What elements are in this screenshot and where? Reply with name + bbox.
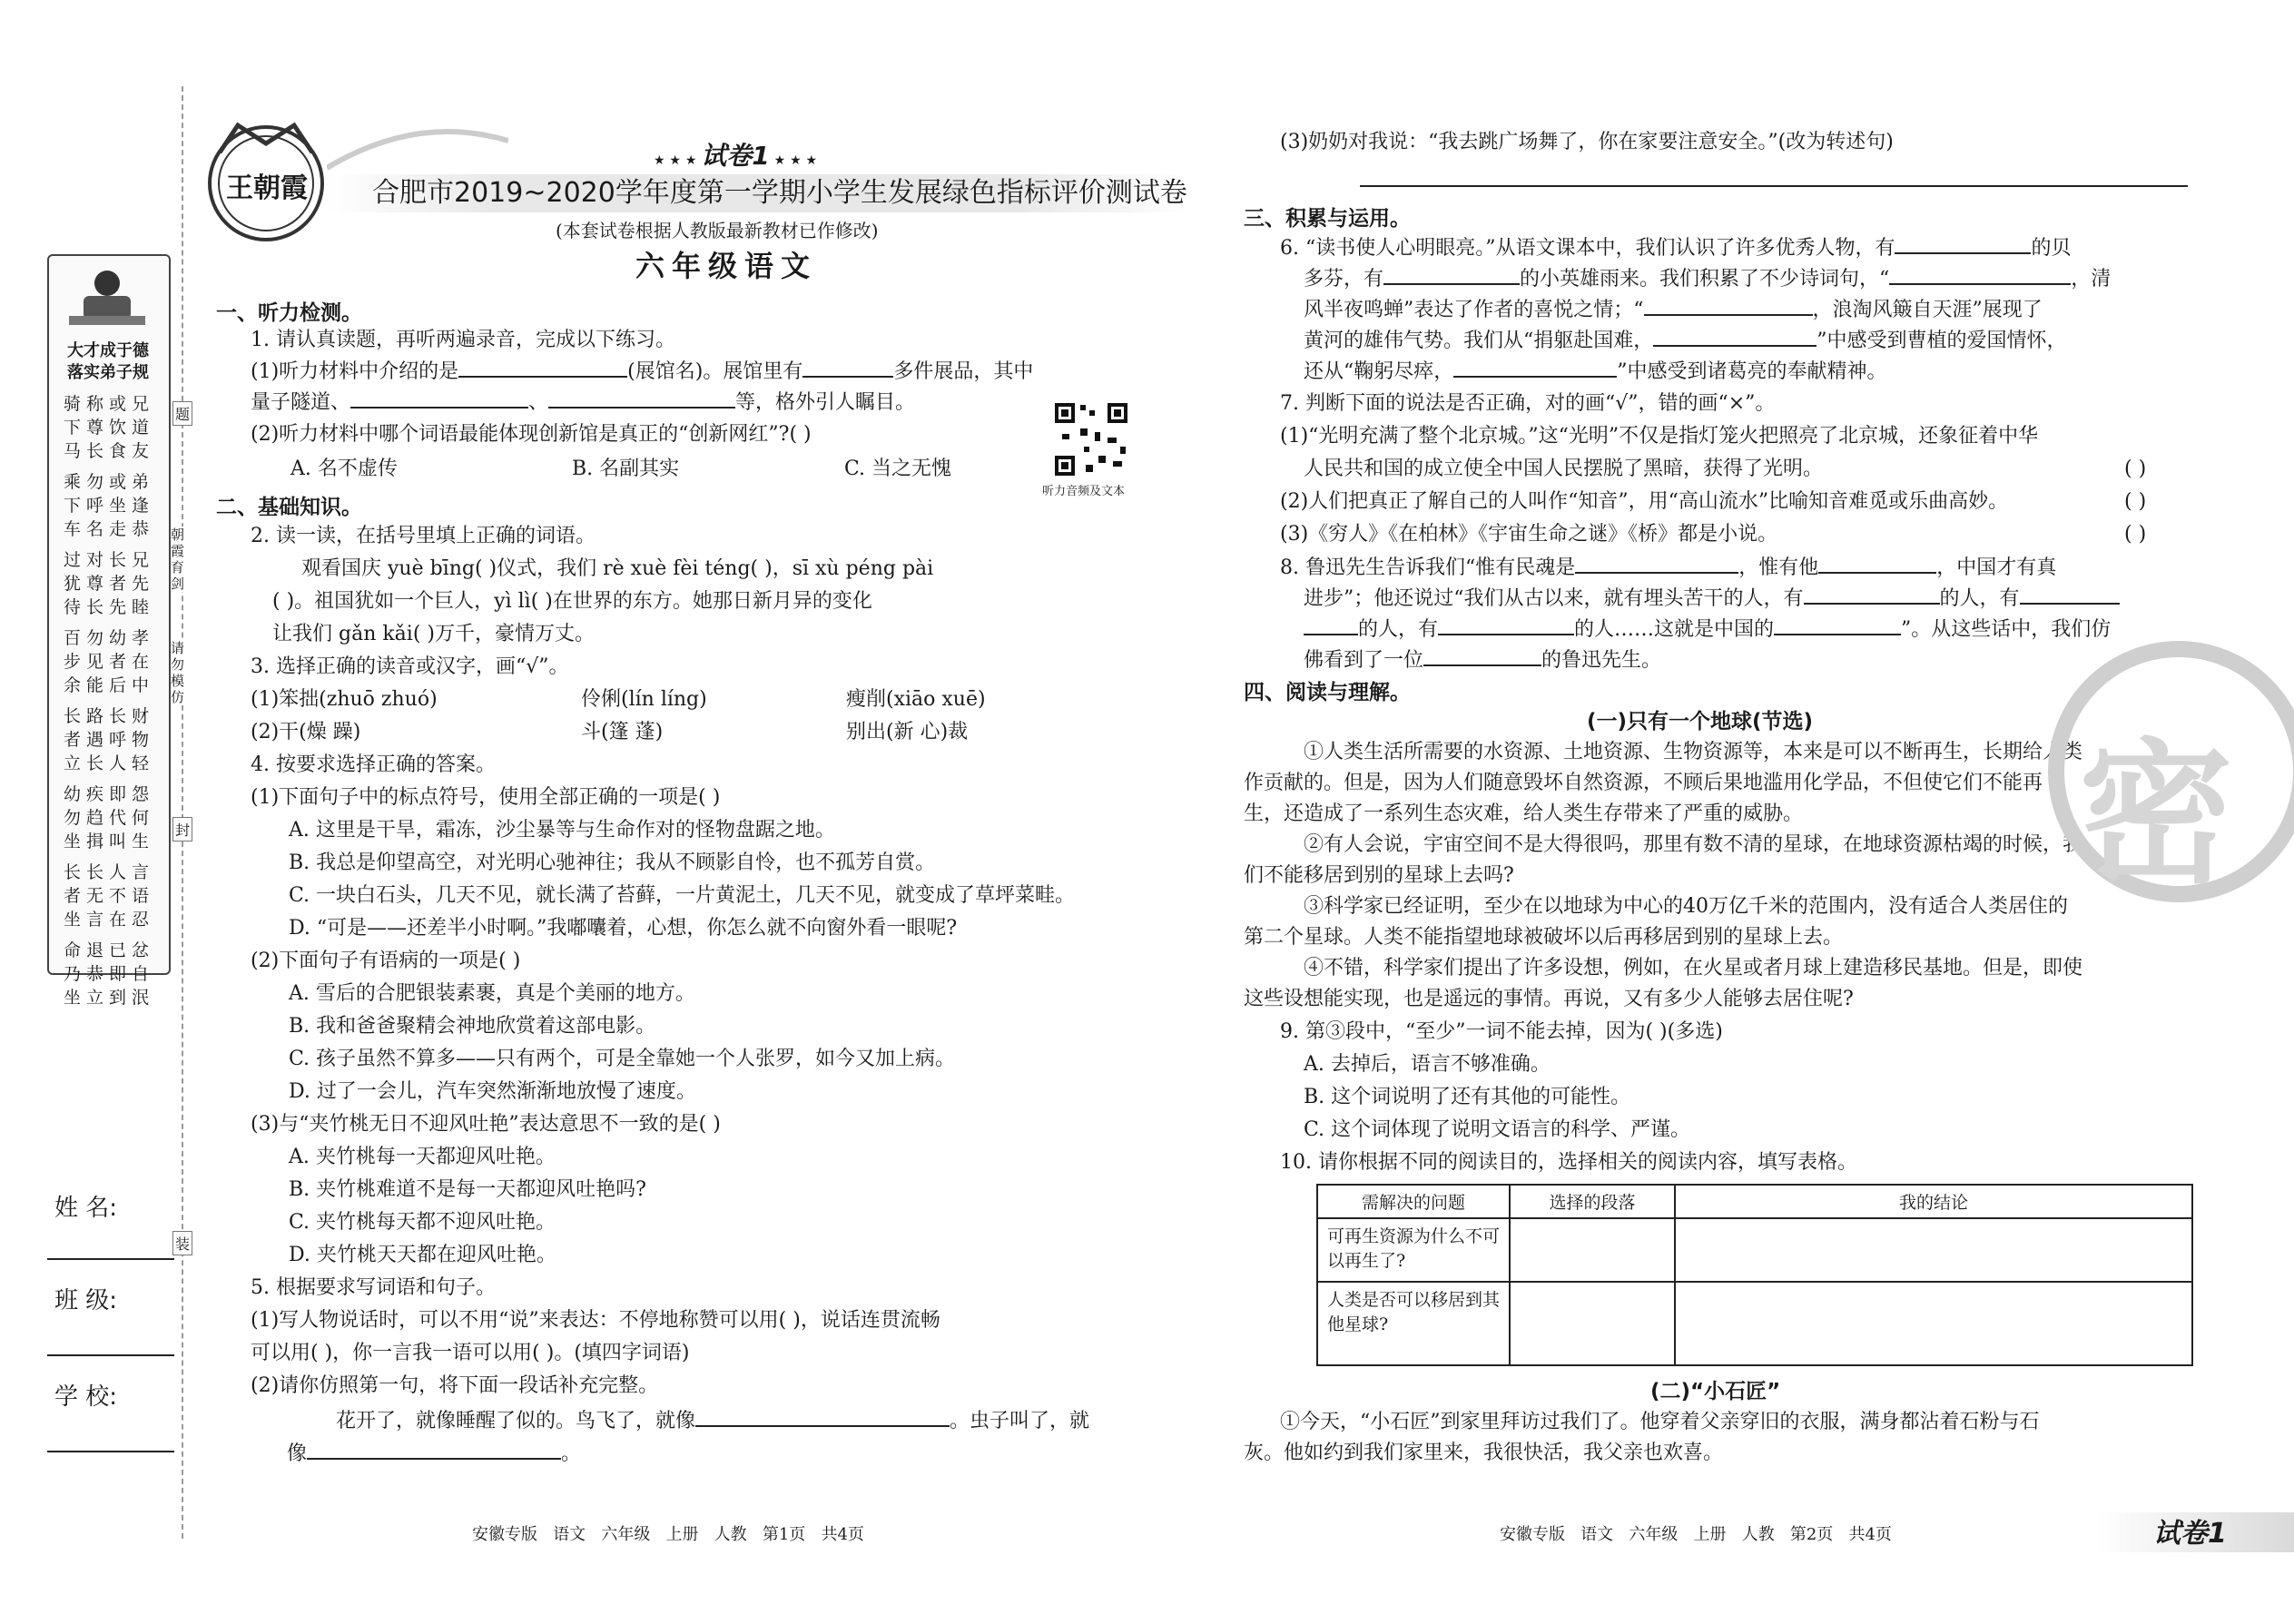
reading1-para3-line2: 第二个星球。人类不能指望地球被破坏以后再移居到别的星球上去。 (1244, 926, 1844, 949)
sidebar-verse-line: 马长食友 (63, 441, 154, 461)
q4-1-option-a[interactable]: A. 这里是干旱，霜冻，沙尘暴等与生命作对的怪物盘踞之地。 (289, 819, 835, 842)
table-cell-input[interactable] (1510, 1282, 1675, 1365)
q9-option-b[interactable]: B. 这个词说明了还有其他的可能性。 (1304, 1086, 1631, 1108)
qr-caption: 听力音频及文本 (1042, 485, 1126, 498)
q5-2-stem: (2)请你仿照第一句，将下面一段话补充完整。 (251, 1374, 659, 1397)
exam-note: (本套试卷根据人教版最新教材已作修改) (556, 220, 879, 241)
q7-1-paren[interactable]: ( ) (2124, 458, 2147, 480)
q6-line4: 黄河的雄伟气势。我们从“捐躯赴国难， ”中感受到曹植的爱国情怀， (1304, 325, 2067, 357)
q4-3-stem: (3)与“夹竹桃无日不迎风吐艳”表达意思不一致的是( ) (251, 1113, 721, 1136)
sidebar-verse-line: 者遇呼物 (63, 730, 154, 750)
q4-3-option-b[interactable]: B. 夹竹桃难道不是每一天都迎风吐艳吗? (289, 1178, 646, 1201)
table-cell-input[interactable] (1675, 1282, 2192, 1365)
q6-line2: 多芬，有 的小英雄雨来。我们积累了不少诗词句，“ ，清 (1304, 263, 2111, 295)
answer-blank[interactable] (1774, 614, 1901, 635)
reading1-para1-line1: ①人类生活所需要的水资源、土地资源、生物资源等，本来是可以不断再生，长期给人类 (1304, 741, 2083, 763)
answer-blank[interactable] (1895, 232, 2031, 254)
table-cell: 人类是否可以移居到其他星球? (1317, 1282, 1510, 1365)
field-school-input[interactable] (47, 1451, 174, 1452)
q9-option-c[interactable]: C. 这个词体现了说明文语言的科学、严谨。 (1304, 1118, 1691, 1141)
answer-blank[interactable] (458, 356, 627, 378)
binding-line (182, 86, 183, 1539)
q4-2-stem: (2)下面句子有语病的一项是( ) (251, 950, 521, 972)
q5-3: (3)奶奶对我说：“我去跳广场舞了，你在家要注意安全。”(改为转述句) (1280, 131, 1894, 153)
q4-3-option-a[interactable]: A. 夹竹桃每一天都迎风吐艳。 (289, 1146, 556, 1168)
banner-swoosh (327, 123, 508, 177)
answer-blank[interactable] (548, 387, 735, 408)
section-listening: 一、听力检测。 (216, 301, 362, 325)
table-header: 需解决的问题 (1317, 1185, 1510, 1218)
sidebar-verse-line: 余能后中 (63, 675, 154, 695)
reading1-para4-line1: ④不错，科学家们提出了许多设想，例如，在火星或者月球上建造移民基地。但是，即使 (1304, 957, 2083, 979)
right-footer: 安徽专版 语文 六年级 上册 人教 第2页 共4页 (1500, 1525, 1892, 1544)
sidebar-verse-line: 幼疾即怨 (63, 784, 154, 804)
q7-stem: 7. 判断下面的说法是否正确，对的画“√”，错的画“×”。 (1280, 392, 1776, 415)
q10-stem: 10. 请你根据不同的阅读目的，选择相关的阅读内容，填写表格。 (1280, 1151, 1857, 1174)
q3-1-c[interactable]: 瘦削(xiāo xuē) (846, 688, 986, 711)
reading1-para2-line2: 们不能移居到别的星球上去吗? (1244, 864, 1514, 887)
corner-tag: 试卷1 (2153, 1518, 2227, 1550)
field-school-label: 学 校: (54, 1383, 118, 1411)
answer-table (1316, 1184, 2193, 1366)
q7-1-line2: 人民共和国的成立使全中国人民摆脱了黑暗，获得了光明。 (1304, 458, 1824, 480)
sidebar-verse-line: 待长先睦 (63, 597, 154, 617)
star-icon: ★ ★ ★ (654, 153, 702, 168)
answer-blank[interactable] (1644, 294, 1813, 316)
q9-stem: 9. 第③段中，“至少”一词不能去掉，因为( )(多选) (1280, 1020, 1723, 1043)
sidebar-verse-line: 坐立到泯 (63, 988, 154, 1008)
answer-blank[interactable] (1575, 552, 1738, 574)
q4-3-option-d[interactable]: D. 夹竹桃天天都在迎风吐艳。 (289, 1244, 556, 1266)
section-basic: 二、基础知识。 (216, 496, 362, 519)
margin-label-zhuang: 装 (172, 1231, 192, 1255)
q3-2-c[interactable]: 别出(新 心)裁 (846, 721, 969, 743)
answer-blank[interactable] (1889, 263, 2071, 285)
sidebar-verse-line: 者无不语 (63, 886, 154, 906)
sidebar-verse-line: 长路长财 (63, 706, 154, 726)
motto-bottom: 落实弟子规 (67, 363, 149, 382)
q1-2-option-b[interactable]: B. 名副其实 (572, 458, 680, 480)
sidebar-verse-line: 步见者在 (63, 652, 154, 672)
q6-line3: 风半夜鸣蝉”表达了作者的喜悦之情；“ ，浪淘风簸自天涯”展现了 (1304, 294, 2043, 326)
reading2-para1-line2: 灰。他如约到我们家里来，我很快活，我父亲也欢喜。 (1244, 1442, 1724, 1464)
q3-1-b[interactable]: 伶俐(lín líng) (581, 688, 707, 711)
q7-2-paren[interactable]: ( ) (2124, 490, 2147, 513)
answer-blank[interactable] (1383, 263, 1520, 285)
q7-1-line1: (1)“光明充满了整个北京城。”这“光明”不仅是指灯笼火把照亮了北京城，还象征着中华 (1280, 425, 2039, 448)
field-class-input[interactable] (47, 1354, 174, 1356)
reading1-para2-line1: ②有人会说，宇宙空间不是大得很吗，那里有数不清的星球，在地球资源枯竭的时候，我 (1304, 833, 2083, 856)
margin-label-ti: 题 (172, 401, 192, 426)
exam-number: ★ ★ ★ 试卷1 ★ ★ ★ (654, 141, 818, 171)
answer-blank[interactable] (1818, 552, 1936, 574)
section-reading: 四、阅读与理解。 (1244, 681, 1411, 704)
sidebar-verse-line: 坐揖叫生 (63, 832, 154, 851)
q5-1-line1: (1)写人物说话时，可以不用“说”来表达：不停地称赞可以用( )，说话连贯流畅 (251, 1309, 940, 1332)
q3-2-a[interactable]: (2)干(燥 躁) (251, 721, 361, 743)
section-accumulation: 三、积累与运用。 (1244, 207, 1411, 231)
q4-2-option-c[interactable]: C. 孩子虽然不算多——只有两个，可是全靠她一个人张罗，如今又加上病。 (289, 1048, 956, 1070)
field-name-input[interactable] (47, 1258, 174, 1260)
answer-blank[interactable] (350, 387, 528, 408)
q4-1-option-d[interactable]: D. “可是——还差半小时啊。”我嘟囔着，心想，你怎么就不向窗外看一眼呢? (289, 917, 958, 940)
reading2-para1-line1: ①今天，“小石匠”到家里拜访过我们了。他穿着父亲穿旧的衣服，满身都沾着石粉与石 (1280, 1411, 2040, 1433)
answer-blank[interactable] (1438, 614, 1574, 635)
motto-top: 大才成于德 (67, 341, 149, 360)
table-cell-input[interactable] (1510, 1218, 1675, 1282)
sidebar-verse-line: 骑称或兄 (63, 394, 154, 414)
field-name-label: 姓 名: (54, 1195, 118, 1222)
q4-1-stem: (1)下面句子中的标点符号，使用全部正确的一项是( ) (251, 786, 721, 809)
subject-title: 六年级语文 (635, 249, 818, 283)
q4-3-option-c[interactable]: C. 夹竹桃每天都不迎风吐艳。 (289, 1211, 556, 1234)
q7-3: (3)《穷人》《在柏林》《宇宙生命之谜》《桥》都是小说。 (1280, 523, 1778, 546)
table-row (1317, 1218, 2192, 1282)
star-icon: ★ ★ ★ (769, 153, 818, 168)
q8-line2: 进步”；他还说过“我们从古以来，就有埋头苦干的人，有 的人，有 (1304, 583, 2120, 615)
sidebar-verse-line: 立长人轻 (63, 753, 154, 773)
q1-2-option-c[interactable]: C. 当之无愧 (844, 458, 952, 480)
sidebar-verse-line: 坐言在忍 (63, 910, 154, 930)
q2-stem: 2. 读一读，在括号里填上正确的词语。 (251, 525, 596, 547)
q4-1-option-c[interactable]: C. 一块白石头，几天不见，就长满了苔藓，一片黄泥土，几天不见，就变成了草坪菜畦。 (289, 884, 1076, 907)
sidebar-verse-line: 犹尊者先 (63, 574, 154, 594)
sidebar-verse-line: 命退已忿 (63, 940, 154, 960)
sidebar-verse-line: 下尊饮道 (63, 418, 154, 438)
q1-1-line1: (1)听力材料中介绍的是 (展馆名)。展馆里有 多件展品，其中 (251, 356, 1033, 388)
reading1-para4-line2: 这些设想能实现，也是遥远的事情。再说，又有多少人能够去居住呢? (1244, 988, 1854, 1010)
q7-2: (2)人们把真正了解自己的人叫作“知音”，用“高山流水”比喻知音难觅或乐曲高妙。 (1280, 490, 2009, 513)
sidebar-figure (56, 263, 158, 336)
margin-label-feng: 封 (172, 817, 192, 842)
reading2-title: (二)“小石匠” (1650, 1380, 1781, 1403)
q2-line3: 让我们 gǎn kǎi( )万千，豪情万丈。 (272, 623, 595, 645)
sidebar-verse-line: 乘勿或弟 (63, 472, 154, 492)
answer-blank[interactable] (1653, 325, 1816, 347)
sidebar-verse-line: 勿趋代何 (63, 808, 154, 828)
q3-1-a[interactable]: (1)笨拙(zhuō zhuó) (251, 688, 438, 711)
q8-line1: 8. 鲁迅先生告诉我们“惟有民魂是 ，惟有他 ，中国才有真 (1280, 552, 2056, 584)
q5-3-answer-line[interactable] (1360, 185, 2188, 187)
left-footer: 安徽专版 语文 六年级 上册 人教 第1页 共4页 (472, 1525, 864, 1544)
field-class-label: 班 级: (54, 1287, 118, 1314)
q3-2-b[interactable]: 斗(篷 蓬) (581, 721, 664, 743)
q1-2: (2)听力材料中哪个词语最能体现创新馆是真正的“创新网红”?( ) (251, 423, 812, 446)
exam-title: 合肥市2019~2020学年度第一学期小学生发展绿色指标评价测试卷 (372, 177, 1187, 209)
q2-line2: ( )。祖国犹如一个巨人，yì lì( )在世界的东方。她那日新月异的变化 (272, 590, 872, 613)
sidebar-verse-line: 乃恭即自 (63, 964, 154, 984)
q5-2-line1: 花开了，就像睡醒了似的。鸟飞了，就像 。虫子叫了，就 (336, 1405, 1089, 1437)
margin-label-zhaoxia: 朝霞育剑 (171, 527, 189, 592)
answer-blank[interactable] (1304, 614, 1358, 635)
q4-1-option-b[interactable]: B. 我总是仰望高空，对光明心驰神往；我从不顾影自怜，也不孤芳自赏。 (289, 851, 936, 874)
q6-line5: 还从“鞠躬尽瘁， ”中感受到诸葛亮的奉献精神。 (1304, 356, 1887, 388)
q1-2-option-a[interactable]: A. 名不虚传 (290, 458, 398, 480)
margin-label-qingwu: 请勿模仿 (171, 640, 189, 705)
answer-blank[interactable] (307, 1438, 561, 1460)
q4-2-option-b[interactable]: B. 我和爸爸聚精会神地欣赏着这部电影。 (289, 1015, 656, 1038)
answer-blank[interactable] (1804, 583, 1940, 605)
q5-stem: 5. 根据要求写词语和句子。 (251, 1276, 496, 1299)
q5-2-line2: 像 。 (287, 1438, 581, 1470)
watermark-text: 密 (2079, 723, 2234, 905)
reading1-para3-line1: ③科学家已经证明，至少在以地球为中心的40万亿千米的范围内，没有适合人类居住的 (1304, 895, 2068, 918)
q5-1-line2: 可以用( )，你一言我一语可以用( )。(填四字词语) (251, 1342, 690, 1364)
q1-stem: 1. 请认真读题，再听两遍录音，完成以下练习。 (251, 329, 675, 351)
q8-line3: 的人，有 的人……这就是中国的 ”。从这些话中，我们仿 (1304, 614, 2111, 645)
sidebar-verse-line: 百勿幼孝 (63, 628, 154, 648)
table-header: 选择的段落 (1510, 1185, 1675, 1218)
q4-2-option-a[interactable]: A. 雪后的合肥银装素裹，真是个美丽的地方。 (289, 982, 695, 1005)
answer-blank[interactable] (802, 356, 893, 378)
table-cell-input[interactable] (1675, 1218, 2192, 1282)
q4-2-option-d[interactable]: D. 过了一会儿，汽车突然渐渐地放慢了速度。 (289, 1080, 696, 1103)
q9-option-a[interactable]: A. 去掉后，语言不够准确。 (1304, 1053, 1551, 1076)
reading1-para1-line2: 作贡献的。但是，因为人们随意毁坏自然资源，不顾后果地滥用化学品，不但使它们不能再 (1244, 772, 2043, 794)
brand-text: 王朝霞 (226, 172, 308, 204)
sidebar-verse-line: 过对长兄 (63, 550, 154, 570)
sidebar-verses (54, 392, 163, 1017)
answer-blank[interactable] (1423, 645, 1541, 666)
sidebar-verse-line: 车名走恭 (63, 519, 154, 539)
q8-line4: 佛看到了一位 的鲁迅先生。 (1304, 645, 1661, 676)
sidebar-verse-line: 长长人言 (63, 862, 154, 882)
qr-code[interactable] (1053, 401, 1129, 477)
table-row (1317, 1282, 2192, 1365)
q4-stem: 4. 按要求选择正确的答案。 (251, 753, 496, 776)
q1-1-line2: 量子隧道、 、 等，格外引人瞩目。 (251, 387, 915, 418)
q2-line1: 观看国庆 yuè bīng( )仪式，我们 rè xuè fèi téng( )，sī xù péng pài (301, 557, 934, 580)
answer-blank[interactable] (1453, 356, 1617, 378)
answer-blank[interactable] (695, 1405, 950, 1427)
table-cell: 可再生资源为什么不可以再生了? (1317, 1218, 1510, 1282)
sidebar-verse-line: 下呼坐逢 (63, 496, 154, 516)
q3-stem: 3. 选择正确的读音或汉字，画“√”。 (251, 655, 569, 678)
answer-blank[interactable] (2020, 583, 2120, 605)
table-header: 我的结论 (1675, 1185, 2192, 1218)
q7-3-paren[interactable]: ( ) (2124, 523, 2147, 546)
q6-line1: 6. “读书使人心明眼亮。”从语文课本中，我们认识了许多优秀人物，有 的贝 (1280, 232, 2072, 264)
reading1-para1-line3: 生，还造成了一系列生态灾难，给人类生存带来了严重的威胁。 (1244, 802, 1804, 825)
reading1-title: (一)只有一个地球(节选) (1587, 710, 1814, 733)
